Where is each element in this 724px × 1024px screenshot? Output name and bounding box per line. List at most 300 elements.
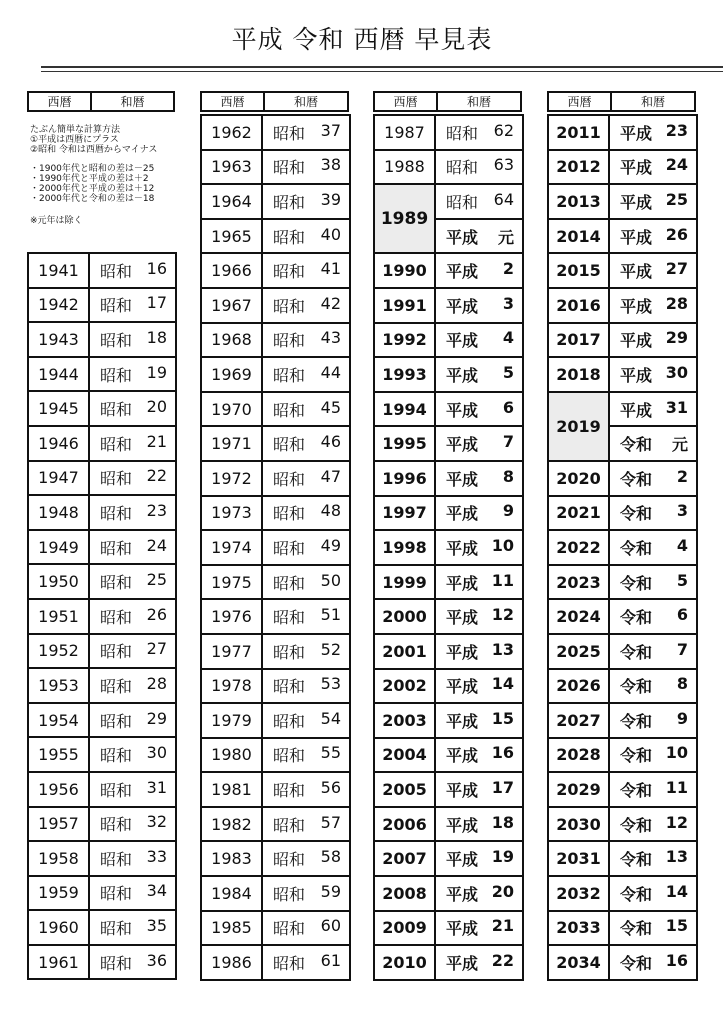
year-cell: 2015 [548, 253, 609, 288]
header-wareki: 和暦 [640, 95, 665, 109]
table-row [28, 703, 176, 738]
table-row [374, 599, 523, 634]
era-year: 7 [502, 432, 514, 452]
era-name: 昭和 [100, 573, 133, 593]
era-cell [89, 945, 176, 980]
year-cell: 1948 [28, 495, 89, 530]
table-row [28, 391, 176, 426]
era-name: 昭和 [273, 954, 306, 974]
year-cell: 1953 [28, 668, 89, 703]
era-name: 平成 [446, 954, 479, 974]
table-row [374, 738, 523, 773]
year-cell: 1966 [201, 253, 262, 288]
table-row [548, 841, 697, 876]
era-year: 40 [320, 224, 341, 244]
era-cell [609, 738, 697, 773]
table-row [548, 150, 697, 185]
era-year: 61 [320, 951, 341, 971]
table-row [201, 288, 350, 323]
era-cell [89, 391, 176, 426]
era-year: 5 [502, 362, 514, 382]
year-cell: 1975 [201, 565, 262, 600]
era-name: 平成 [446, 850, 479, 870]
year-cell: 1973 [201, 496, 262, 531]
era-year: 24 [665, 155, 688, 175]
era-name: 令和 [620, 781, 653, 801]
era-name: 昭和 [273, 919, 306, 939]
era-cell [89, 599, 176, 634]
year-cell: 2030 [548, 807, 609, 842]
era-name: 昭和 [273, 884, 306, 904]
era-name: 令和 [620, 677, 653, 697]
era-year: 20 [491, 881, 514, 901]
era-name: 昭和 [100, 642, 133, 662]
era-cell [262, 841, 350, 876]
era-year: 37 [320, 120, 341, 140]
table-row [201, 496, 350, 531]
era-name: 昭和 [100, 365, 133, 385]
year-cell: 2006 [374, 807, 435, 842]
era-cell [435, 772, 523, 807]
era-name: 平成 [620, 296, 653, 316]
era-year: 12 [491, 605, 514, 625]
era-year: 16 [146, 258, 167, 278]
era-year: 25 [146, 570, 167, 590]
era-cell [435, 841, 523, 876]
header-wareki: 和暦 [120, 95, 145, 109]
era-year: 30 [146, 743, 167, 763]
era-year: 9 [502, 501, 514, 521]
era-name: 昭和 [100, 953, 133, 973]
year-cell: 1950 [28, 564, 89, 599]
era-year: 38 [320, 155, 341, 175]
era-cell [609, 634, 697, 669]
era-name: 昭和 [273, 711, 306, 731]
era-name: 平成 [446, 538, 479, 558]
era-cell [262, 426, 350, 461]
era-name: 令和 [620, 642, 653, 662]
era-name: 平成 [446, 677, 479, 697]
era-cell [89, 322, 176, 357]
year-cell: 1944 [28, 357, 89, 392]
era-name: 昭和 [273, 365, 306, 385]
era-year: 52 [320, 639, 341, 659]
era-year: 26 [146, 604, 167, 624]
table-row [374, 150, 523, 185]
era-cell [89, 564, 176, 599]
year-cell: 2021 [548, 496, 609, 531]
table-row [28, 599, 176, 634]
table-row [374, 253, 523, 288]
table-row [201, 461, 350, 496]
year-cell: 2019 [548, 392, 609, 461]
era-year: 23 [146, 500, 167, 520]
era-name: 昭和 [273, 677, 306, 697]
era-name: 令和 [620, 746, 653, 766]
era-name: 昭和 [273, 504, 306, 524]
era-cell [262, 911, 350, 946]
era-cell [609, 323, 697, 358]
era-year: 10 [665, 743, 688, 763]
table-row [374, 496, 523, 531]
era-year: 58 [320, 847, 341, 867]
table-row [28, 253, 176, 288]
table-row [374, 392, 523, 427]
era-name: 令和 [620, 815, 653, 835]
era-cell [435, 565, 523, 600]
era-year: 8 [676, 674, 688, 694]
era-name: 平成 [620, 123, 653, 143]
era-name: 昭和 [100, 884, 133, 904]
table-row [548, 530, 697, 565]
era-name: 令和 [620, 573, 653, 593]
year-cell: 1994 [374, 392, 435, 427]
era-name: 昭和 [100, 469, 133, 489]
era-name: 昭和 [273, 158, 306, 178]
year-cell: 2010 [374, 945, 435, 980]
era-year: 45 [320, 397, 341, 417]
table-row [374, 669, 523, 704]
era-cell [609, 669, 697, 704]
year-cell: 1954 [28, 703, 89, 738]
era-year: 4 [676, 535, 688, 555]
table-row [374, 530, 523, 565]
era-name: 平成 [446, 884, 479, 904]
era-cell [609, 253, 697, 288]
year-cell: 2009 [374, 911, 435, 946]
era-cell [435, 392, 523, 427]
era-name: 令和 [620, 504, 653, 524]
era-cell [89, 253, 176, 288]
era-cell [435, 807, 523, 842]
table-row [28, 461, 176, 496]
year-cell: 1977 [201, 634, 262, 669]
era-year: 63 [493, 155, 514, 175]
era-name: 昭和 [100, 503, 133, 523]
era-year: 39 [320, 189, 341, 209]
era-cell [435, 253, 523, 288]
table-row [548, 496, 697, 531]
era-year: 29 [146, 708, 167, 728]
era-year: 21 [491, 916, 514, 936]
header-wareki: 和暦 [293, 95, 318, 109]
era-name: 平成 [620, 331, 653, 351]
era-cell [609, 357, 697, 392]
era-name: 令和 [620, 850, 653, 870]
year-cell: 1956 [28, 772, 89, 807]
era-year: 44 [320, 362, 341, 382]
era-year: 22 [146, 466, 167, 486]
year-cell: 1963 [201, 150, 262, 185]
year-cell: 2028 [548, 738, 609, 773]
era-name: 令和 [620, 954, 653, 974]
table-row [374, 807, 523, 842]
table-row [28, 495, 176, 530]
era-cell [262, 530, 350, 565]
era-cell [262, 738, 350, 773]
era-cell [89, 530, 176, 565]
year-cell: 1962 [201, 115, 262, 150]
era-name: 昭和 [273, 435, 306, 455]
table-row [374, 772, 523, 807]
era-cell [609, 288, 697, 323]
year-cell: 1969 [201, 357, 262, 392]
era-name: 昭和 [100, 261, 133, 281]
era-name: 平成 [446, 711, 479, 731]
era-cell [262, 634, 350, 669]
year-cell: 2003 [374, 703, 435, 738]
era-year: 8 [502, 466, 514, 486]
year-cell: 1959 [28, 876, 89, 911]
era-name: 昭和 [100, 400, 133, 420]
era-name: 昭和 [273, 746, 306, 766]
era-year: 10 [491, 535, 514, 555]
era-year: 47 [320, 466, 341, 486]
table-row [28, 530, 176, 565]
era-cell [262, 115, 350, 150]
table-row [548, 807, 697, 842]
year-cell: 1978 [201, 669, 262, 704]
era-name: 昭和 [273, 469, 306, 489]
era-name: 平成 [446, 815, 479, 835]
era-year: 14 [491, 674, 514, 694]
table-row [374, 945, 523, 980]
year-table-2 [200, 114, 351, 981]
era-cell [262, 253, 350, 288]
era-name: 昭和 [446, 158, 479, 178]
year-cell: 1999 [374, 565, 435, 600]
year-cell: 1942 [28, 288, 89, 323]
era-name: 平成 [446, 331, 479, 351]
era-name: 昭和 [273, 608, 306, 628]
era-cell [89, 668, 176, 703]
title-rule-thin [41, 71, 723, 72]
table-row [548, 703, 697, 738]
era-cell [262, 392, 350, 427]
era-year: 56 [320, 778, 341, 798]
table-row [548, 253, 697, 288]
year-cell: 1970 [201, 392, 262, 427]
era-name: 昭和 [100, 330, 133, 350]
era-year: 27 [146, 639, 167, 659]
year-cell: 1961 [28, 945, 89, 980]
year-cell: 2023 [548, 565, 609, 600]
era-cell [262, 461, 350, 496]
table-row [201, 150, 350, 185]
year-cell: 2012 [548, 150, 609, 185]
era-year: 41 [320, 259, 341, 279]
era-cell [89, 703, 176, 738]
era-name: 昭和 [446, 123, 479, 143]
era-name: 平成 [620, 262, 653, 282]
era-year: 55 [320, 743, 341, 763]
era-cell [435, 115, 523, 150]
table-row [548, 357, 697, 392]
era-year: 25 [665, 189, 688, 209]
year-cell: 1988 [374, 150, 435, 185]
era-name: 平成 [446, 504, 479, 524]
table-row [28, 841, 176, 876]
era-year: 54 [320, 708, 341, 728]
table-row [374, 461, 523, 496]
era-year: 53 [320, 674, 341, 694]
era-cell [262, 772, 350, 807]
table-row [548, 565, 697, 600]
era-year: 3 [502, 293, 514, 313]
era-year: 64 [493, 189, 514, 209]
note-line: ・1990年代と平成の差は＋2 [30, 174, 149, 184]
table-row [201, 876, 350, 911]
era-cell [262, 184, 350, 219]
era-cell [262, 219, 350, 254]
era-cell [89, 910, 176, 945]
era-cell [262, 565, 350, 600]
year-cell: 1984 [201, 876, 262, 911]
year-cell: 1958 [28, 841, 89, 876]
era-cell [435, 288, 523, 323]
table-row [548, 911, 697, 946]
table-row [548, 288, 697, 323]
era-cell [89, 737, 176, 772]
era-year: 57 [320, 812, 341, 832]
table-row [28, 634, 176, 669]
year-cell: 1995 [374, 426, 435, 461]
year-table-4 [547, 114, 698, 981]
table-row [374, 841, 523, 876]
year-cell: 2016 [548, 288, 609, 323]
era-name: 昭和 [273, 538, 306, 558]
era-year: 12 [665, 812, 688, 832]
year-cell: 2029 [548, 772, 609, 807]
year-cell: 2026 [548, 669, 609, 704]
year-cell: 1996 [374, 461, 435, 496]
table-row [201, 426, 350, 461]
note-line: ①平成は西暦にプラス [30, 135, 119, 145]
year-cell: 2007 [374, 841, 435, 876]
era-name: 令和 [620, 608, 653, 628]
era-cell [609, 530, 697, 565]
era-name: 平成 [446, 227, 479, 247]
era-cell [435, 703, 523, 738]
year-cell: 2024 [548, 599, 609, 634]
era-cell [262, 288, 350, 323]
era-year: 42 [320, 293, 341, 313]
era-year: 62 [493, 120, 514, 140]
era-cell [435, 945, 523, 980]
era-year: 5 [676, 570, 688, 590]
table-row [28, 357, 176, 392]
year-table-3 [373, 114, 524, 981]
header-wareki: 和暦 [466, 95, 491, 109]
era-name: 昭和 [273, 781, 306, 801]
year-cell: 1945 [28, 391, 89, 426]
year-cell: 2013 [548, 184, 609, 219]
era-cell [609, 565, 697, 600]
era-year: 33 [146, 846, 167, 866]
era-name: 平成 [446, 296, 479, 316]
era-name: 昭和 [100, 919, 133, 939]
year-cell: 1985 [201, 911, 262, 946]
era-cell [435, 357, 523, 392]
era-year: 31 [146, 777, 167, 797]
era-name: 昭和 [273, 331, 306, 351]
era-name: 平成 [446, 573, 479, 593]
year-cell: 1964 [201, 184, 262, 219]
year-cell: 1981 [201, 772, 262, 807]
era-cell [89, 288, 176, 323]
era-year: 48 [320, 501, 341, 521]
era-cell [609, 807, 697, 842]
table-row [374, 876, 523, 911]
year-cell: 1943 [28, 322, 89, 357]
year-cell: 1979 [201, 703, 262, 738]
era-year: 2 [502, 259, 514, 279]
era-cell [89, 357, 176, 392]
era-name: 平成 [446, 365, 479, 385]
era-year: 元 [671, 435, 688, 455]
era-year: 46 [320, 432, 341, 452]
era-name: 昭和 [273, 815, 306, 835]
era-name: 昭和 [100, 607, 133, 627]
era-cell [262, 150, 350, 185]
year-cell: 1997 [374, 496, 435, 531]
era-year: 4 [502, 328, 514, 348]
table-row [28, 288, 176, 323]
era-cell [262, 703, 350, 738]
table-header-2 [200, 91, 349, 112]
table-row [548, 184, 697, 219]
year-cell: 1941 [28, 253, 89, 288]
era-cell [262, 876, 350, 911]
table-row [201, 634, 350, 669]
year-cell: 2031 [548, 841, 609, 876]
year-cell: 1949 [28, 530, 89, 565]
table-row [548, 599, 697, 634]
year-cell: 2033 [548, 911, 609, 946]
table-row [201, 911, 350, 946]
era-year: 7 [676, 639, 688, 659]
year-cell: 1968 [201, 323, 262, 358]
era-cell [435, 496, 523, 531]
table-row [374, 323, 523, 358]
table-row [28, 772, 176, 807]
year-cell: 1980 [201, 738, 262, 773]
era-name: 平成 [446, 919, 479, 939]
table-row [374, 911, 523, 946]
era-name: 昭和 [100, 434, 133, 454]
table-row [374, 426, 523, 461]
table-row [548, 219, 697, 254]
year-cell: 1972 [201, 461, 262, 496]
year-cell: 1986 [201, 945, 262, 980]
era-cell [435, 738, 523, 773]
year-cell: 2000 [374, 599, 435, 634]
era-year: 6 [676, 605, 688, 625]
era-year: 22 [491, 951, 514, 971]
year-cell: 1989 [374, 184, 435, 253]
title-rule [41, 66, 723, 68]
era-cell [435, 323, 523, 358]
table-header-3 [373, 91, 522, 112]
era-cell [435, 876, 523, 911]
year-cell: 1982 [201, 807, 262, 842]
year-cell: 1965 [201, 219, 262, 254]
year-cell: 2020 [548, 461, 609, 496]
year-cell: 1976 [201, 599, 262, 634]
era-year: 18 [491, 812, 514, 832]
table-row [548, 115, 697, 150]
era-name: 昭和 [273, 262, 306, 282]
